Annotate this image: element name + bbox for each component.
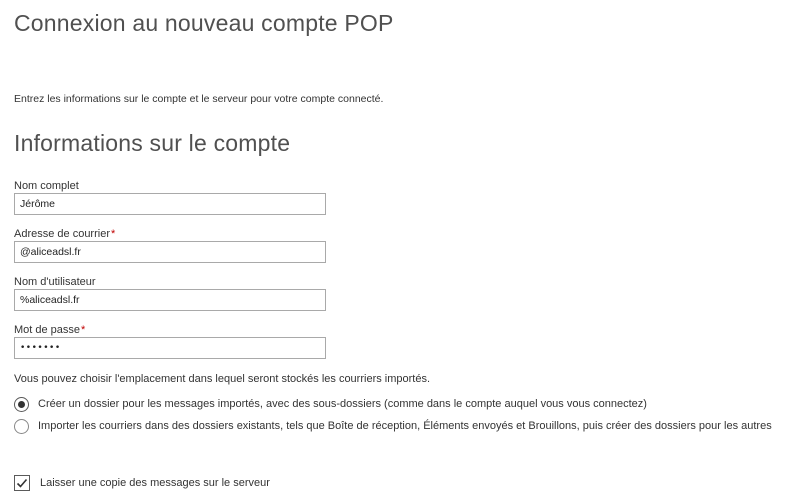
storage-location-prompt: Vous pouvez choisir l'emplacement dans lequel seront stockés les courriers importés. — [14, 373, 431, 385]
username-label — [14, 275, 326, 289]
email-input[interactable] — [14, 241, 326, 263]
email-label-text: Adresse de courrier — [14, 228, 110, 240]
username-field-group — [14, 275, 326, 311]
full-name-label-text: Nom complet — [14, 180, 79, 192]
password-label-text: Mot de passe — [14, 324, 81, 336]
password-label — [14, 323, 326, 337]
required-marker: * — [111, 228, 116, 240]
storage-option-create-folder-label: Créer un dossier pour les messages importés, avec des sous-dossiers (comme dans le compte auquel vous vous connectez) — [38, 398, 647, 410]
password-input[interactable] — [14, 337, 326, 359]
full-name-label — [14, 179, 326, 193]
username-input[interactable] — [14, 289, 326, 311]
storage-option-create-folder[interactable] — [14, 394, 774, 415]
keep-copy-label: Laisser une copie des messages sur le serveur — [40, 477, 270, 489]
page-title: Connexion au nouveau compte POP — [14, 10, 394, 36]
email-label — [14, 227, 326, 241]
intro-text: Entrez les informations sur le compte et le serveur pour votre compte connecté. — [14, 93, 384, 105]
radio-button-selected[interactable] — [14, 397, 29, 412]
password-field-group — [14, 323, 326, 359]
section-title-account: Informations sur le compte — [14, 130, 291, 156]
username-label-text: Nom d'utilisateur — [14, 276, 96, 288]
keep-copy-checkbox[interactable] — [14, 475, 30, 491]
storage-option-existing-folders-label: Importer les courriers dans des dossiers existants, tels que Boîte de réception, Éléments envoyés et Brouillons, puis créer des dossiers pour les autres — [38, 420, 772, 432]
radio-button-unselected[interactable] — [14, 419, 29, 434]
keep-copy-option[interactable] — [14, 474, 270, 492]
full-name-input[interactable] — [14, 193, 326, 215]
email-field-group — [14, 227, 326, 263]
checkmark-icon — [16, 477, 28, 489]
required-marker: * — [81, 324, 86, 336]
full-name-field-group — [14, 179, 326, 215]
storage-option-existing-folders[interactable] — [14, 416, 774, 437]
